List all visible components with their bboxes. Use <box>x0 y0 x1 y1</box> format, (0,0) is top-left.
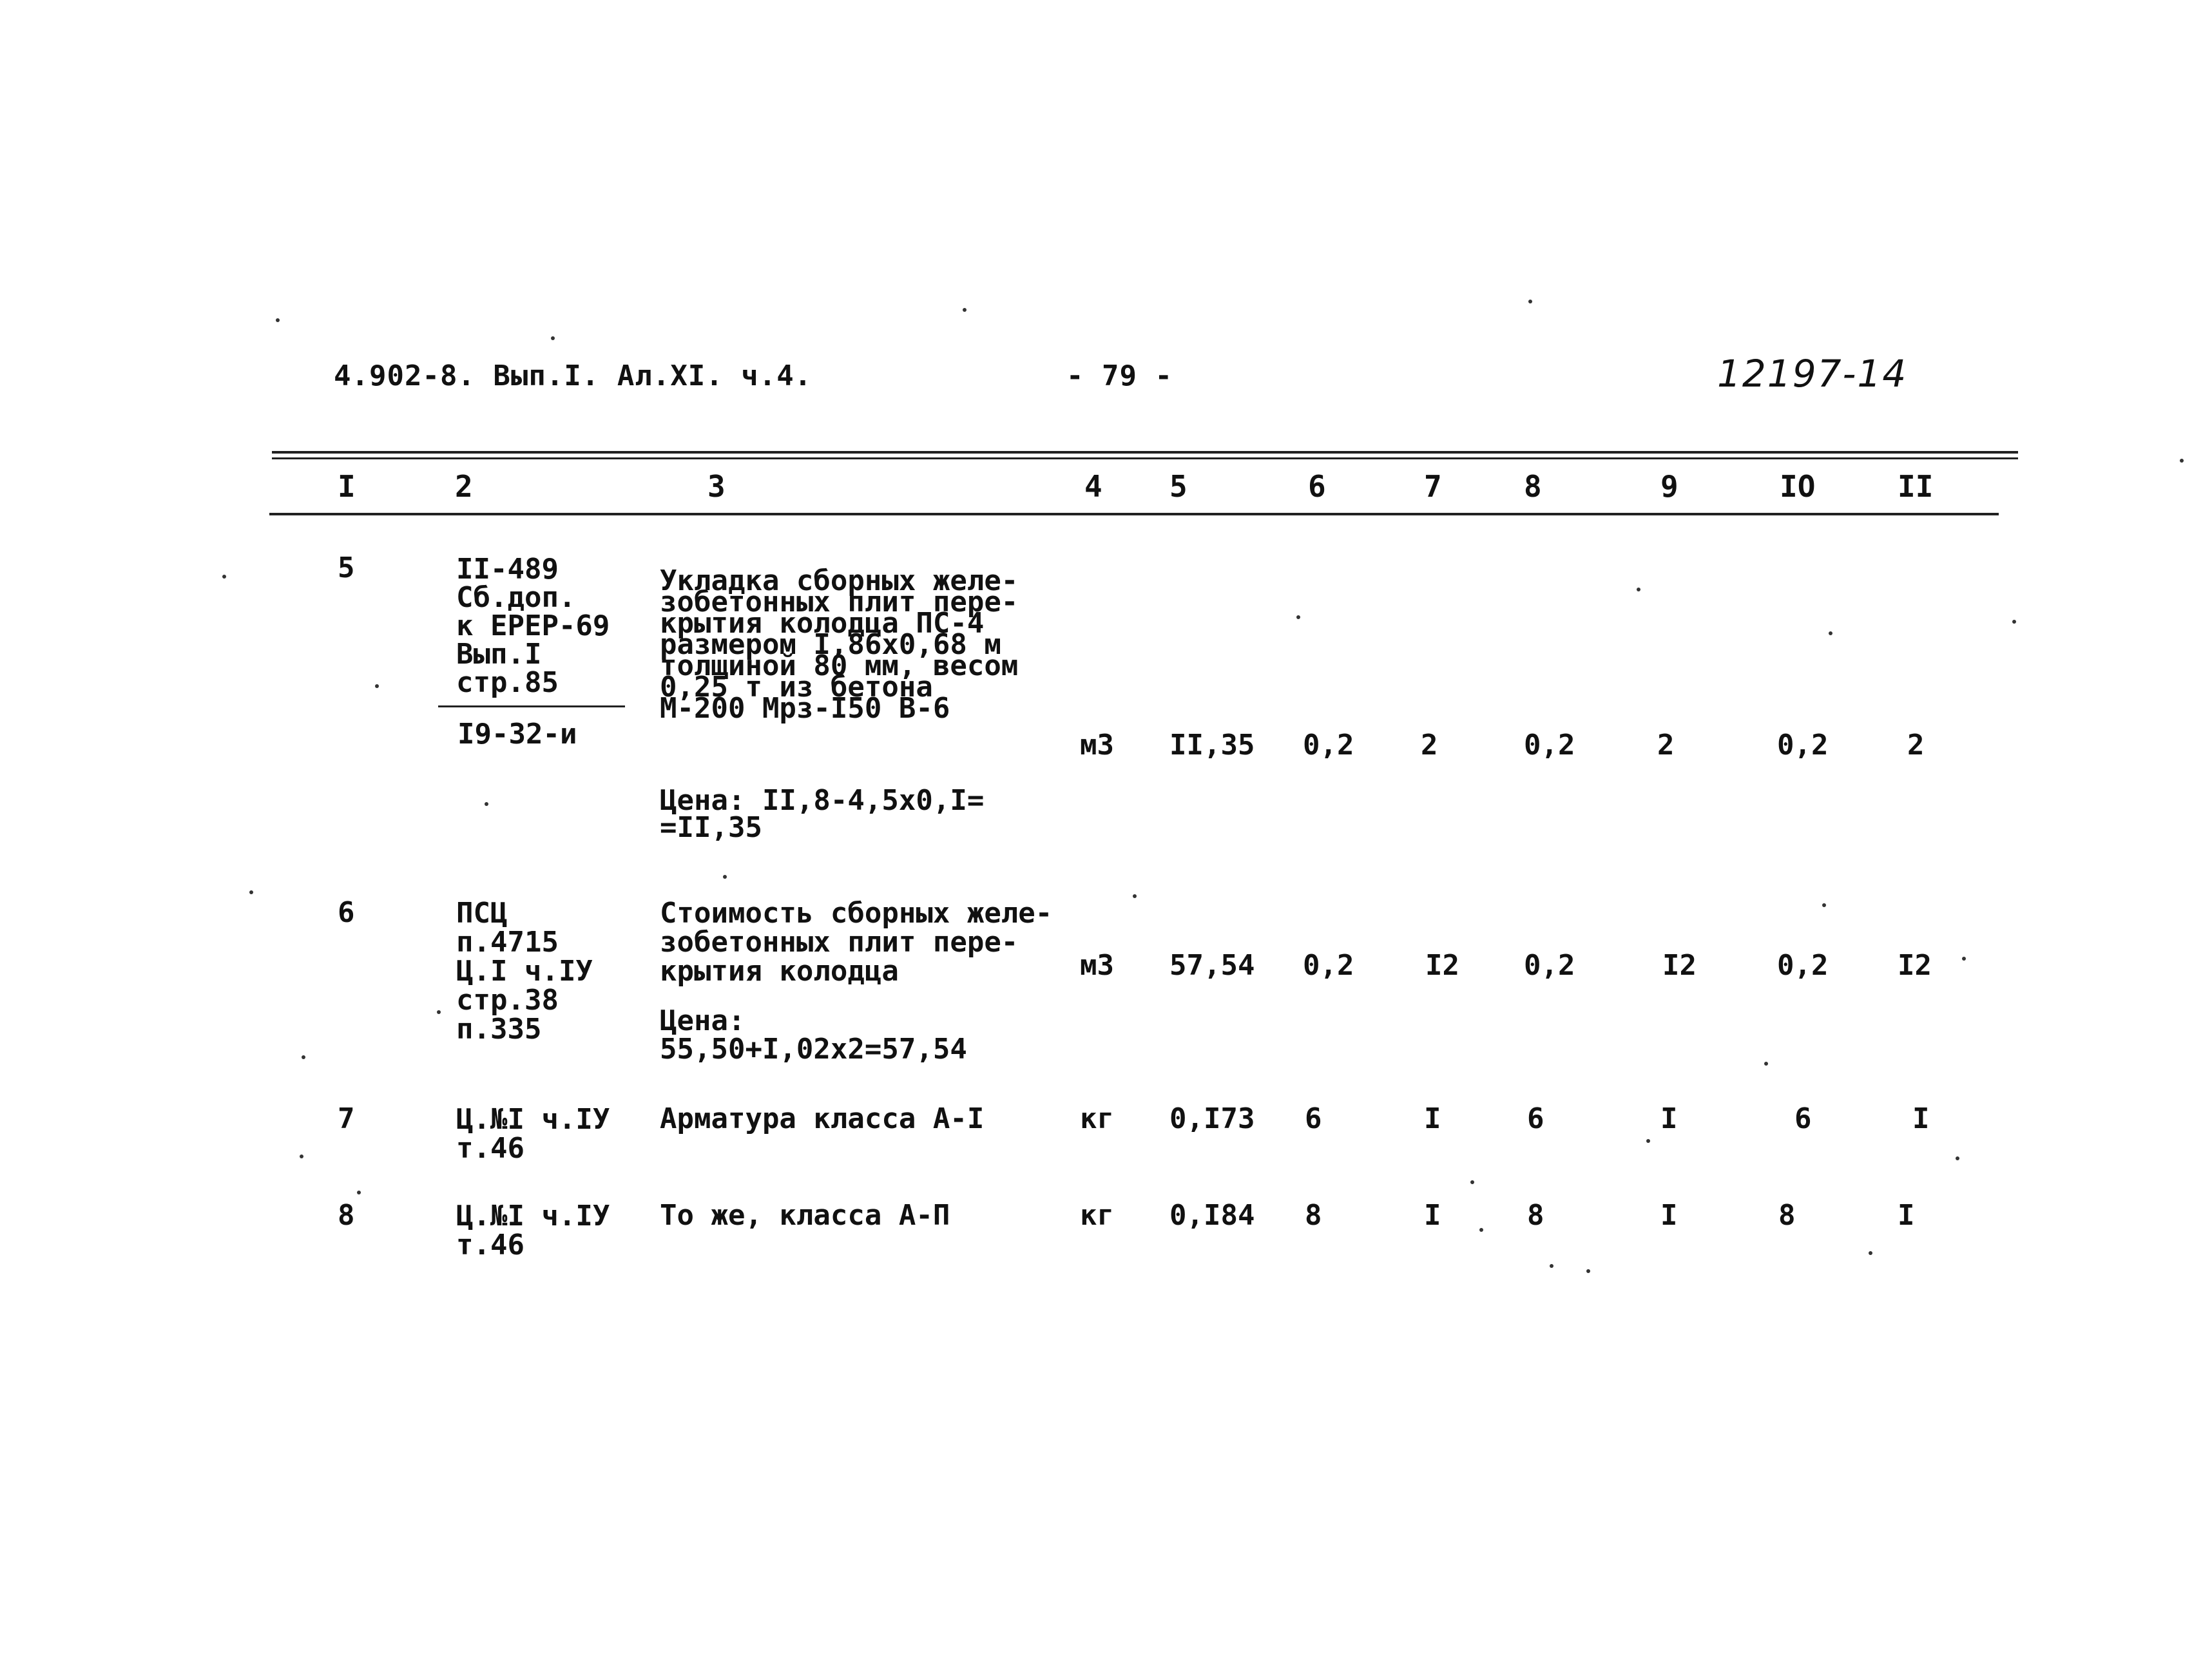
row-description: Укладка сборных желе- зобетонных плит пере- крытия колодца ПС-4 размером I,86х0,68 м толщиной 80 мм, весом 0,25 т из бетона М-200 Мрз-I50 В-6 <box>660 564 1019 725</box>
column-header-6: 6 <box>1308 469 1326 504</box>
scan-speck <box>1479 1228 1483 1232</box>
row-reference-code: I9-32-и <box>457 718 577 751</box>
scan-speck <box>485 802 488 806</box>
row-unit: м3 <box>1080 949 1114 982</box>
column-header-11: II <box>1898 469 1934 504</box>
column-header-4: 4 <box>1084 469 1102 504</box>
table-top-rule <box>272 451 2018 454</box>
row-unit: кг <box>1080 1199 1114 1232</box>
row-col-11: I <box>1912 1102 1930 1135</box>
row-col-7: I <box>1424 1102 1441 1135</box>
row-description: Арматура класса А-I <box>660 1102 985 1135</box>
column-header-7: 7 <box>1424 469 1442 504</box>
scan-speck <box>1869 1251 1872 1255</box>
row-col-9: I <box>1660 1102 1678 1135</box>
row-col-8: 0,2 <box>1524 949 1575 982</box>
scan-speck <box>1956 1156 1959 1160</box>
row-col-9: I <box>1660 1199 1678 1232</box>
scan-speck <box>276 318 280 322</box>
column-header-5: 5 <box>1169 469 1188 504</box>
scan-speck <box>222 575 226 579</box>
scan-speck <box>375 684 379 688</box>
column-header-1: I <box>338 469 356 504</box>
document-code: 4.902-8. Вып.I. Ал.XI. ч.4. <box>334 359 813 392</box>
row-reference: ПСЦ п.4715 Ц.I ч.IУ стр.38 п.335 <box>456 897 593 1046</box>
column-header-3: 3 <box>707 469 726 504</box>
row-col-7: I <box>1424 1199 1441 1232</box>
scan-speck <box>1637 588 1640 591</box>
scan-speck <box>357 1191 361 1194</box>
table-header-rule <box>269 513 1999 515</box>
row-col-6: 8 <box>1305 1199 1322 1232</box>
scan-speck <box>302 1055 305 1059</box>
scan-speck <box>300 1155 303 1158</box>
row-col-10: 6 <box>1794 1102 1812 1135</box>
row-col-7: 2 <box>1421 729 1438 762</box>
row-number: 7 <box>338 1102 355 1135</box>
row-col-6: 0,2 <box>1303 949 1354 982</box>
scan-speck <box>1646 1139 1650 1143</box>
row-description: То же, класса А-П <box>660 1199 950 1232</box>
scan-speck <box>1550 1264 1553 1268</box>
row-col-6: 0,2 <box>1303 729 1354 762</box>
scan-speck <box>1133 894 1137 898</box>
scan-speck <box>437 1010 441 1014</box>
row-col-9: 2 <box>1657 729 1675 762</box>
row-reference: Ц.№I ч.IУ т.46 <box>456 1103 610 1165</box>
row-col-11: 2 <box>1907 729 1925 762</box>
row-col-10: 8 <box>1778 1199 1796 1232</box>
table-top-rule-inner <box>272 457 2018 459</box>
row-col-6: 6 <box>1305 1102 1322 1135</box>
row-number: 6 <box>338 896 355 929</box>
scan-speck <box>1829 631 1832 635</box>
row-reference: Ц.№I ч.IУ т.46 <box>456 1200 610 1261</box>
column-header-10: IO <box>1780 469 1816 504</box>
scan-speck <box>1962 957 1966 961</box>
row-col-10: 0,2 <box>1777 949 1829 982</box>
row-description: Стоимость сборных желе- зобетонных плит пере- крытия колодца <box>660 897 1053 988</box>
row-price: Цена: II,8-4,5х0,I= =II,35 <box>660 784 985 844</box>
scan-speck <box>723 875 727 879</box>
scan-speck <box>1470 1180 1474 1184</box>
scan-speck <box>963 308 967 312</box>
row-col-11: I <box>1898 1199 1915 1232</box>
scan-speck <box>2012 620 2016 624</box>
row-number: 8 <box>338 1199 355 1232</box>
scan-speck <box>2180 459 2184 463</box>
row-col-8: 6 <box>1527 1102 1544 1135</box>
row-cost-value: 0,I84 <box>1169 1199 1255 1232</box>
reference-divider <box>438 705 625 707</box>
row-col-9: I2 <box>1662 949 1697 982</box>
row-cost-value: 0,I73 <box>1169 1102 1255 1135</box>
scan-speck <box>1528 300 1532 303</box>
page-number: - 79 - <box>1066 359 1173 392</box>
scan-speck <box>249 890 253 894</box>
column-header-8: 8 <box>1524 469 1542 504</box>
row-col-7: I2 <box>1425 949 1459 982</box>
scan-speck <box>551 336 555 340</box>
row-col-11: I2 <box>1898 949 1932 982</box>
row-cost-value: 57,54 <box>1169 949 1255 982</box>
row-cost-value: II,35 <box>1169 729 1255 762</box>
row-col-8: 0,2 <box>1524 729 1575 762</box>
row-number: 5 <box>338 551 355 584</box>
row-reference: II-489 Сб.доп. к ЕРЕР-69 Вып.I стр.85 <box>456 553 610 699</box>
handwritten-reference: 12197-14 <box>1717 352 1908 396</box>
column-header-2: 2 <box>455 469 473 504</box>
row-unit: кг <box>1080 1102 1114 1135</box>
row-price: Цена: 55,50+I,02х2=57,54 <box>660 1004 967 1066</box>
scan-speck <box>1764 1062 1768 1066</box>
row-col-10: 0,2 <box>1777 729 1829 762</box>
row-col-8: 8 <box>1527 1199 1544 1232</box>
row-unit: м3 <box>1080 729 1114 762</box>
column-header-9: 9 <box>1660 469 1678 504</box>
scan-speck <box>1586 1269 1590 1273</box>
scan-speck <box>1296 615 1300 619</box>
scan-speck <box>1822 903 1826 907</box>
